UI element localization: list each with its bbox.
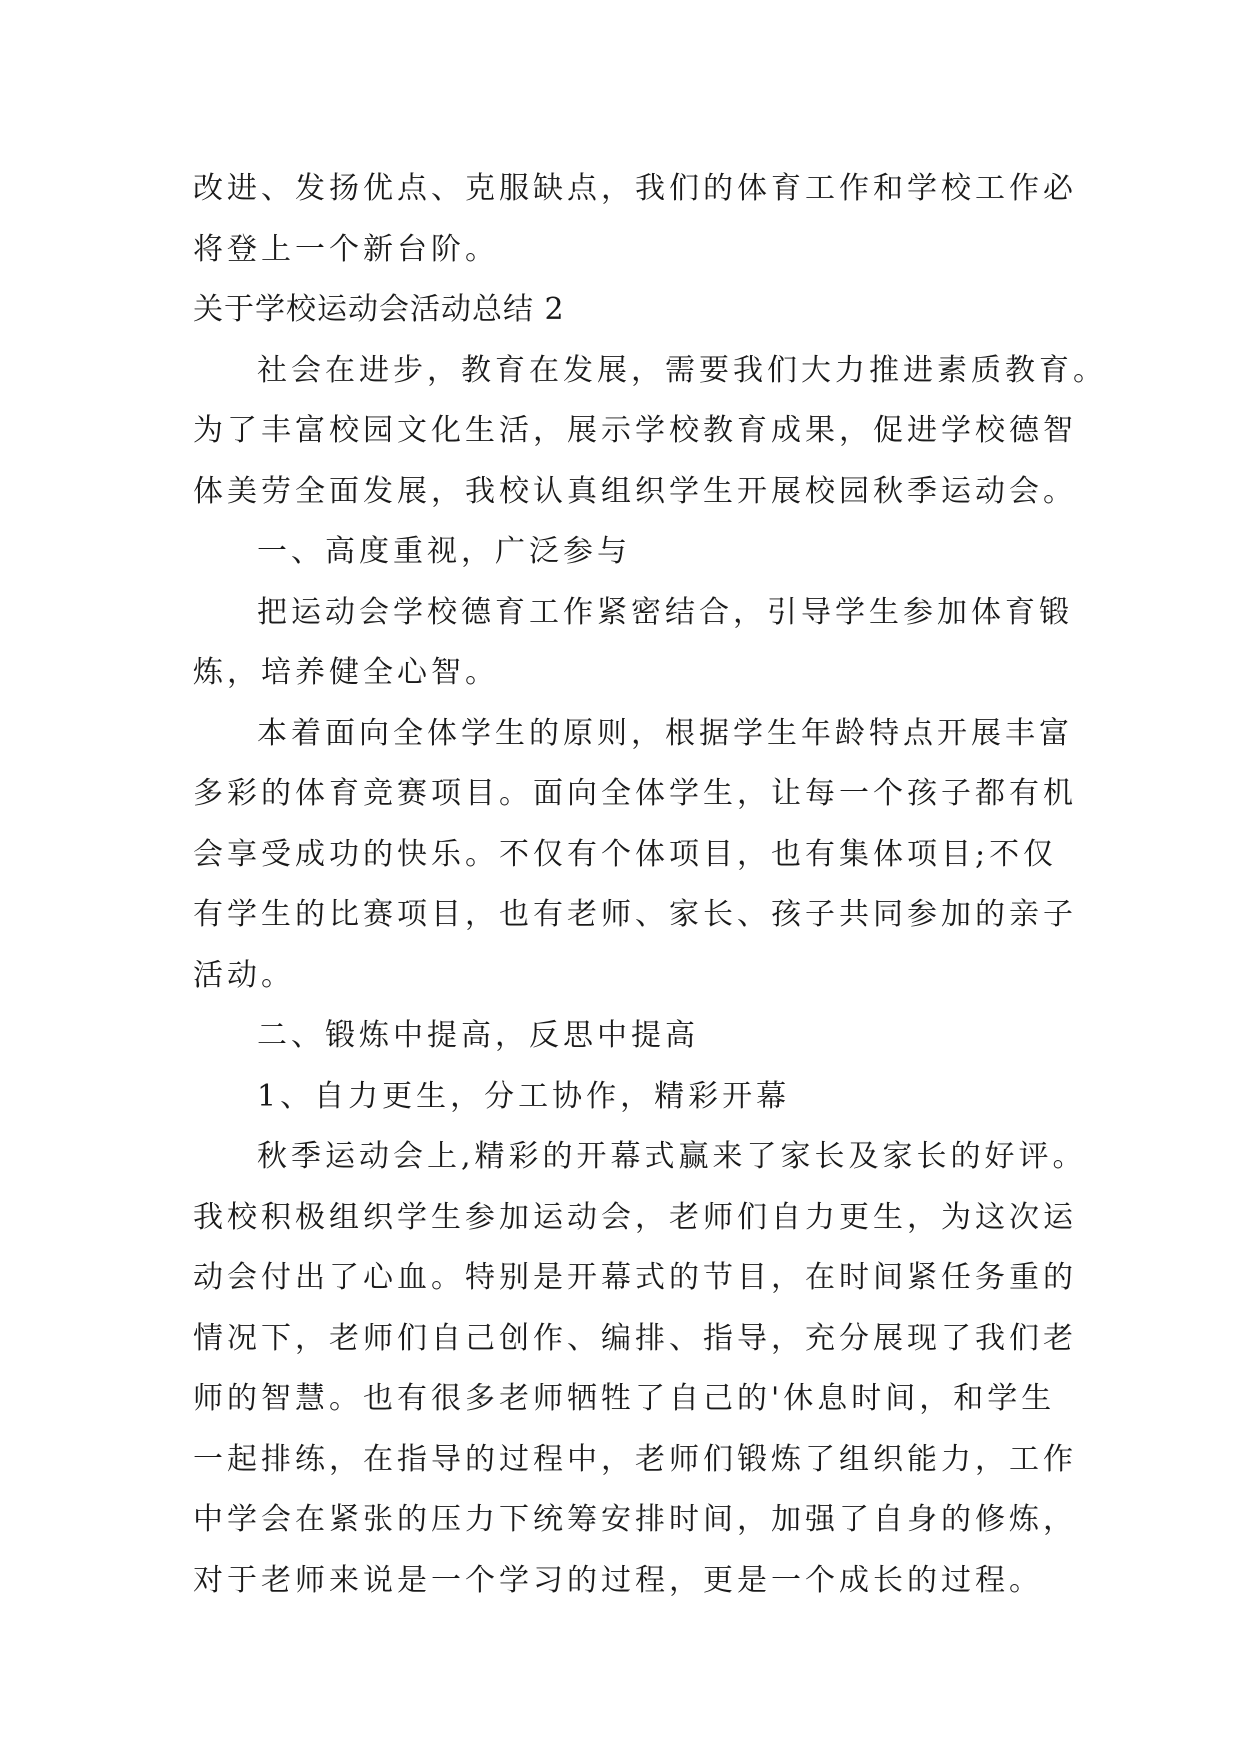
text-line: 体美劳全面发展，我校认真组织学生开展校园秋季运动会。 <box>193 473 1077 509</box>
text-line: 将登上一个新台阶。 <box>193 231 499 267</box>
text-line: 对于老师来说是一个学习的过程，更是一个成长的过程。 <box>193 1562 1043 1598</box>
text-line: 活动。 <box>193 957 295 993</box>
paragraph-first-line: 秋季运动会上,精彩的开幕式赢来了家长及家长的好评。 <box>257 1139 1087 1174</box>
text-line: 情况下，老师们自己创作、编排、指导，充分展现了我们老 <box>193 1320 1077 1356</box>
document-body <box>193 159 1107 1611</box>
text-line: 我校积极组织学生参加运动会，老师们自力更生，为这次运 <box>193 1199 1077 1235</box>
section-heading: 一、高度重视，广泛参与 <box>257 534 631 569</box>
text-line: 多彩的体育竞赛项目。面向全体学生，让每一个孩子都有机 <box>193 776 1077 811</box>
text-line: 师的智慧。也有很多老师牺牲了自己的'休息时间，和学生 <box>193 1381 1056 1416</box>
subsection-heading: 1、自力更生，分工协作，精彩开幕 <box>257 1078 791 1114</box>
text-line: 有学生的比赛项目，也有老师、家长、孩子共同参加的亲子 <box>193 897 1077 932</box>
text-line: 会享受成功的快乐。不仅有个体项目，也有集体项目;不仅 <box>193 836 1058 872</box>
text-line: 动会付出了心血。特别是开幕式的节目，在时间紧任务重的 <box>193 1260 1077 1295</box>
text-line: 炼，培养健全心智。 <box>193 655 499 690</box>
text-line: 一起排练，在指导的过程中，老师们锻炼了组织能力，工作 <box>193 1441 1077 1477</box>
paragraph-first-line: 把运动会学校德育工作紧密结合，引导学生参加体育锻 <box>257 594 1073 630</box>
text-line: 为了丰富校园文化生活，展示学校教育成果，促进学校德智 <box>193 413 1077 448</box>
section-title: 关于学校运动会活动总结 2 <box>193 292 565 327</box>
paragraph-first-line: 社会在进步，教育在发展，需要我们大力推进素质教育。 <box>257 352 1107 388</box>
text-line: 改进、发扬优点、克服缺点，我们的体育工作和学校工作必 <box>193 171 1077 206</box>
section-heading: 二、锻炼中提高，反思中提高 <box>257 1018 699 1053</box>
paragraph-first-line: 本着面向全体学生的原则，根据学生年龄特点开展丰富 <box>257 715 1073 751</box>
text-line: 中学会在紧张的压力下统筹安排时间，加强了自身的修炼， <box>193 1502 1077 1537</box>
